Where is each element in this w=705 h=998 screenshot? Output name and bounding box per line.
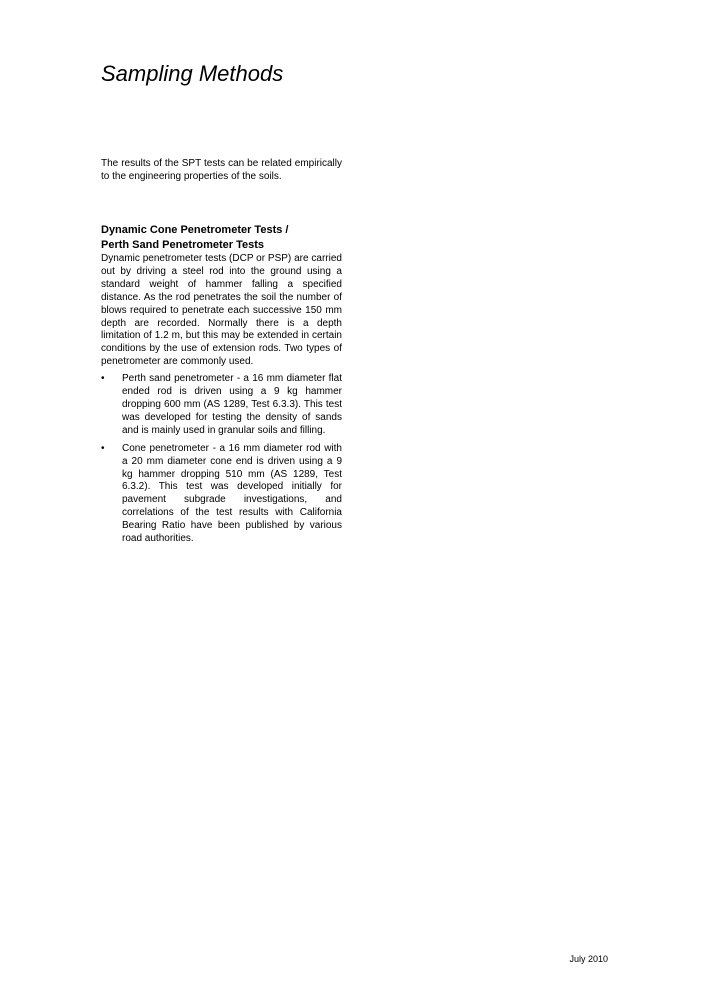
bullet-marker: • <box>101 373 105 385</box>
page-footer-date: July 2010 <box>569 954 608 964</box>
section-heading <box>101 223 342 253</box>
intro-block <box>101 158 342 184</box>
page-title: Sampling Methods <box>101 61 284 86</box>
intro-paragraph: The results of the SPT tests can be related empirically to the engineering properties of the soils. <box>101 158 342 182</box>
bullet-marker: • <box>101 442 105 454</box>
list-item-text: Perth sand penetrometer - a 16 mm diameter flat ended rod is driven using a 9 kg hammer dropping 600 mm (AS 1289, Test 6.3.3). This test was developed for testing the density of sands and is mainly used in granular soils and filling. <box>122 373 342 436</box>
list-item-text: Cone penetrometer - a 16 mm diameter rod with a 20 mm diameter cone end is driven using a 9 kg hammer dropping 510 mm (AS 1289, Test 6.3.2). This test was developed initially for pavement subgrade investigations, and correlations of the test results with California Bearing Ratio have been published by various road authorities. <box>122 442 342 545</box>
list-item <box>101 443 342 546</box>
section-heading-line-1: Dynamic Cone Penetrometer Tests / <box>101 224 289 236</box>
penetrometer-list <box>101 373 342 546</box>
section-body: Dynamic penetrometer tests (DCP or PSP) are carried out by driving a steel rod into the ground using a standard weight of hammer falling a specified distance. As the rod penetrates the soil the number of blows required to penetrate each successive 150 mm depth are recorded. Normally there is a depth limitation of 1.2 m, but this may be extended in certain conditions by the use of extension rods. Two types of penetrometer are commonly used. <box>101 253 342 368</box>
dcp-section <box>101 223 342 551</box>
list-item <box>101 373 342 438</box>
section-heading-line-2: Perth Sand Penetrometer Tests <box>101 239 265 251</box>
